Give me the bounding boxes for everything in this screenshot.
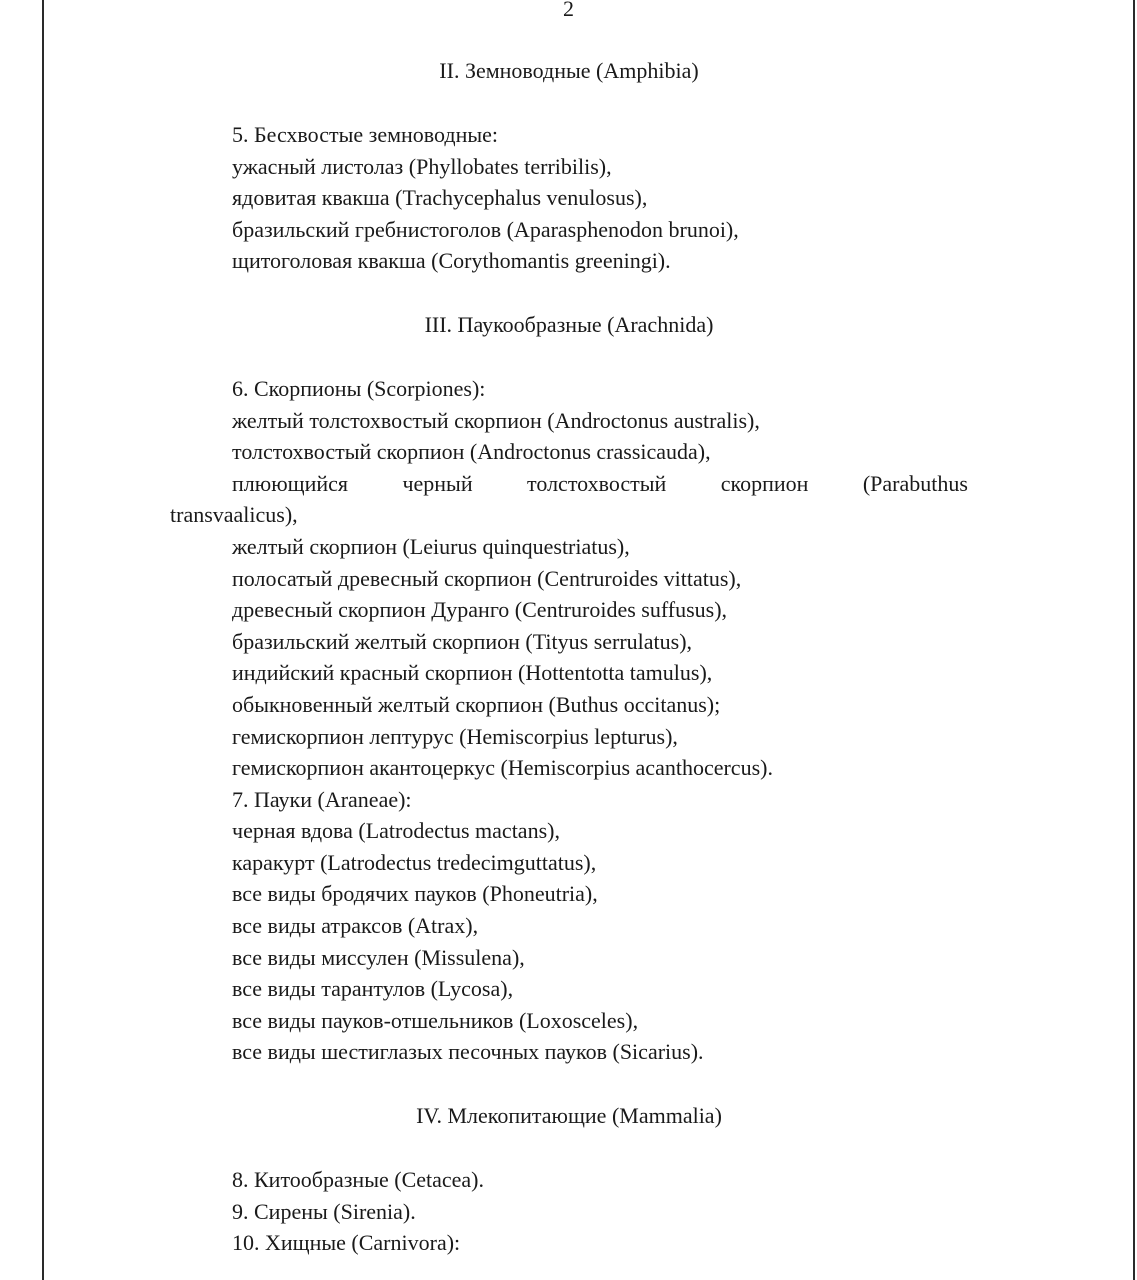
list-item: индийский красный скорпион (Hottentotta tamulus), — [232, 660, 713, 686]
word: черный — [402, 470, 473, 496]
list-item: древесный скорпион Дуранго (Centruroides suffusus), — [232, 597, 728, 623]
list-item: толстохвостый скорпион (Androctonus crassicauda), — [232, 439, 711, 465]
list-item-continuation: transvaalicus), — [170, 502, 298, 528]
list-item: все виды бродячих пауков (Phoneutria), — [232, 881, 598, 907]
list-item: гемискорпион лептурус (Hemiscorpius lepturus), — [232, 723, 678, 749]
section-heading-arachnida: III. Паукообразные (Arachnida) — [424, 311, 714, 337]
list-item: все виды миссулен (Missulena), — [232, 944, 525, 970]
page-border-left — [42, 0, 44, 1280]
list-item: ядовитая квакша (Trachycephalus venulosus), — [232, 185, 648, 211]
list-item: черная вдова (Latrodectus mactans), — [232, 818, 560, 844]
list-item: 7. Пауки (Araneae): — [232, 786, 412, 812]
section-heading-mammalia: IV. Млекопитающие (Mammalia) — [416, 1103, 722, 1129]
word: скорпион — [720, 470, 809, 496]
page-number: 2 — [563, 0, 574, 21]
word: плюющийся — [232, 470, 348, 496]
list-item: ужасный листолаз (Phyllobates terribilis), — [232, 153, 612, 179]
list-item: каракурт (Latrodectus tredecimguttatus), — [232, 849, 597, 875]
list-item-justified — [170, 468, 968, 500]
list-item: все виды шестиглазых песочных пауков (Sicarius). — [232, 1039, 704, 1065]
word: толстохвостый — [527, 470, 667, 496]
list-item: все виды атраксов (Atrax), — [232, 913, 479, 939]
list-item: щитоголовая квакша (Corythomantis greeningi). — [232, 248, 671, 274]
list-item: обыкновенный желтый скорпион (Buthus occitanus); — [232, 691, 721, 717]
word: (Parabuthus — [862, 470, 968, 496]
list-item: 6. Скорпионы (Scorpiones): — [232, 375, 486, 401]
list-item: 5. Бесхвостые земноводные: — [232, 122, 499, 147]
list-item: бразильский гребнистоголов (Aparasphenodon brunoi), — [232, 216, 739, 242]
list-item: 10. Хищные (Carnivora): — [232, 1230, 461, 1256]
page-border-right — [1133, 0, 1135, 1280]
list-item: бразильский желтый скорпион (Tityus serrulatus), — [232, 628, 693, 654]
document-body — [170, 55, 968, 1259]
list-item: желтый толстохвостый скорпион (Androctonus australis), — [232, 407, 760, 433]
section-heading-amphibia: II. Земноводные (Amphibia) — [439, 58, 699, 83]
list-item: гемискорпион акантоцеркус (Hemiscorpius acanthocercus). — [232, 755, 773, 781]
list-item: желтый скорпион (Leiurus quinquestriatus), — [232, 533, 630, 559]
list-item: все виды пауков-отшельников (Loxosceles), — [232, 1007, 639, 1033]
list-item: все виды тарантулов (Lycosa), — [232, 976, 514, 1002]
list-item: 9. Сирены (Sirenia). — [232, 1198, 416, 1224]
list-item: 8. Китообразные (Cetacea). — [232, 1167, 485, 1193]
list-item: полосатый древесный скорпион (Centruroides vittatus), — [232, 565, 742, 591]
